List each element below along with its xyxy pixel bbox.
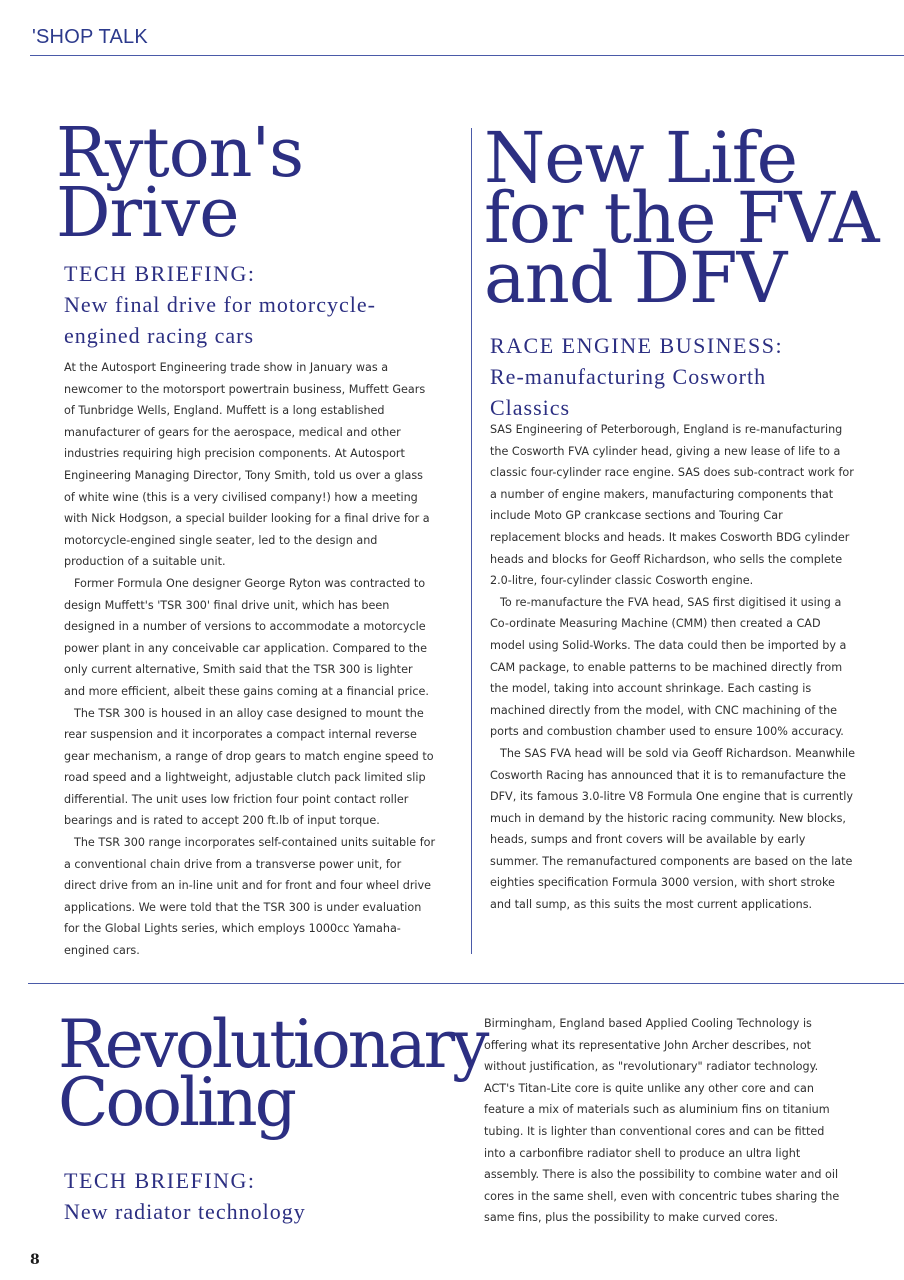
article-body <box>484 1013 844 1229</box>
subtitle-line: Classics <box>490 395 571 420</box>
paragraph: To re-manufacture the FVA head, SAS first digitised it using a Co-ordinate Measuring Machine (CMM) then created a CAD model using Solid-Works. The data could then be imported by a CAM package, to enable patterns to be machined directly from the model, taking into account shrinkage. Each casting is machined directly from the model, with CNC machining of the ports and combustion chamber used to ensure 100% accuracy. <box>490 595 847 739</box>
subtitle-line: New radiator technology <box>64 1199 306 1224</box>
kicker-label: TECH BRIEFING: <box>64 1168 256 1193</box>
article-title <box>58 1006 487 1141</box>
page-number: 8 <box>30 1252 40 1268</box>
top-rule <box>30 55 904 56</box>
subtitle-line: Re-manufacturing Cosworth <box>490 364 767 389</box>
paragraph: Birmingham, England based Applied Cooling Technology is offering what its representative John Archer describes, not without justification, as "revolutionary" radiator technology. ACT's Titan-Lite core is quite unlike any other core and can feature a mix of materials such as aluminium fins on titanium tubing. It is lighter than conventional cores and can be fitted into a carbonfibre radiator shell to produce an ultra light assembly. There is also the possibility to combine water and oil cores in the same shell, even with concentric tubes sharing the same fins, plus the possibility to make curved cores. <box>484 1017 840 1225</box>
article-title <box>56 114 304 253</box>
title-line: Revolutionary <box>58 1006 487 1083</box>
kicker-label: TECH BRIEFING: <box>64 261 256 286</box>
paragraph: Former Formula One designer George Ryton was contracted to design Muffett's 'TSR 300' final drive unit, which has been designed in a number of versions to accommodate a motorcycle power plant in any conceivable car application. Compared to the only current alternative, Smith said that the TSR 300 is lighter and more efficient, albeit these gains coming at a financial price. <box>64 576 429 698</box>
paragraph: The TSR 300 is housed in an alloy case designed to mount the rear suspension and it incorporates a compact internal reverse gear mechanism, a range of drop gears to match engine speed to road speed and a lightweight, adjustable clutch pack limited slip differential. The unit uses low friction four point contact roller bearings and is rated to accept 200 ft.lb of input torque. <box>64 706 434 828</box>
subtitle-line: New final drive for motorcycle- <box>64 292 376 317</box>
article-kicker <box>64 1165 444 1227</box>
article-kicker <box>64 258 454 351</box>
paragraph: The SAS FVA head will be sold via Geoff Richardson. Meanwhile Cosworth Racing has announced that it is to remanufacture the DFV, its famous 3.0-litre V8 Formula One engine that is currently much in demand by the historic racing community. New blocks, heads, sumps and front covers will be available by early summer. The remanufactured components are based on the late eighties specification Formula 3000 version, with short stroke and tall sump, as this suits the most current applications. <box>490 746 856 912</box>
section-rule <box>28 983 904 984</box>
article-kicker <box>490 330 890 423</box>
subtitle-line: engined racing cars <box>64 323 255 348</box>
paragraph: At the Autosport Engineering trade show in January was a newcomer to the motorsport powertrain business, Muffett Gears of Tunbridge Wells, England. Muffett is a long established manufacturer of gears for the aerospace, medical and other industries requiring high precision components. At Autosport Engineering Managing Director, Tony Smith, told us over a glass of white wine (this is a very civilised company!) how a meeting with Nick Hodgson, a special builder looking for a final drive for a motorcycle-engined single seater, led to the design and production of a suitable unit. <box>64 361 430 569</box>
column-divider <box>471 128 472 954</box>
kicker-label: RACE ENGINE BUSINESS: <box>490 333 784 358</box>
article-body <box>64 357 436 962</box>
section-header: 'SHOP TALK <box>32 26 148 48</box>
title-line: Ryton's <box>56 114 304 193</box>
title-line: New Life <box>484 117 798 199</box>
article-body <box>490 419 856 916</box>
title-line: for the FVA <box>484 177 879 259</box>
paragraph: SAS Engineering of Peterborough, England is re-manufacturing the Cosworth FVA cylinder head, giving a new lease of life to a classic four-cylinder race engine. SAS does sub-contract work for a number of engine makers, manufacturing components that include Moto GP crankcase sections and Touring Car replacement blocks and heads. It makes Cosworth BDG cylinder heads and blocks for Geoff Richardson, who sells the complete 2.0-litre, four-cylinder classic Cosworth engine. <box>490 423 854 588</box>
title-line: Cooling <box>58 1064 294 1141</box>
paragraph: The TSR 300 range incorporates self-contained units suitable for a conventional chain drive from a transverse power unit, for direct drive from an in-line unit and for front and four wheel drive applications. We were told that the TSR 300 is under evaluation for the Global Lights series, which employs 1000cc Yamaha-engined cars. <box>64 836 436 958</box>
article-title <box>484 117 879 319</box>
title-line: Drive <box>56 174 239 253</box>
title-line: and DFV <box>484 237 787 319</box>
